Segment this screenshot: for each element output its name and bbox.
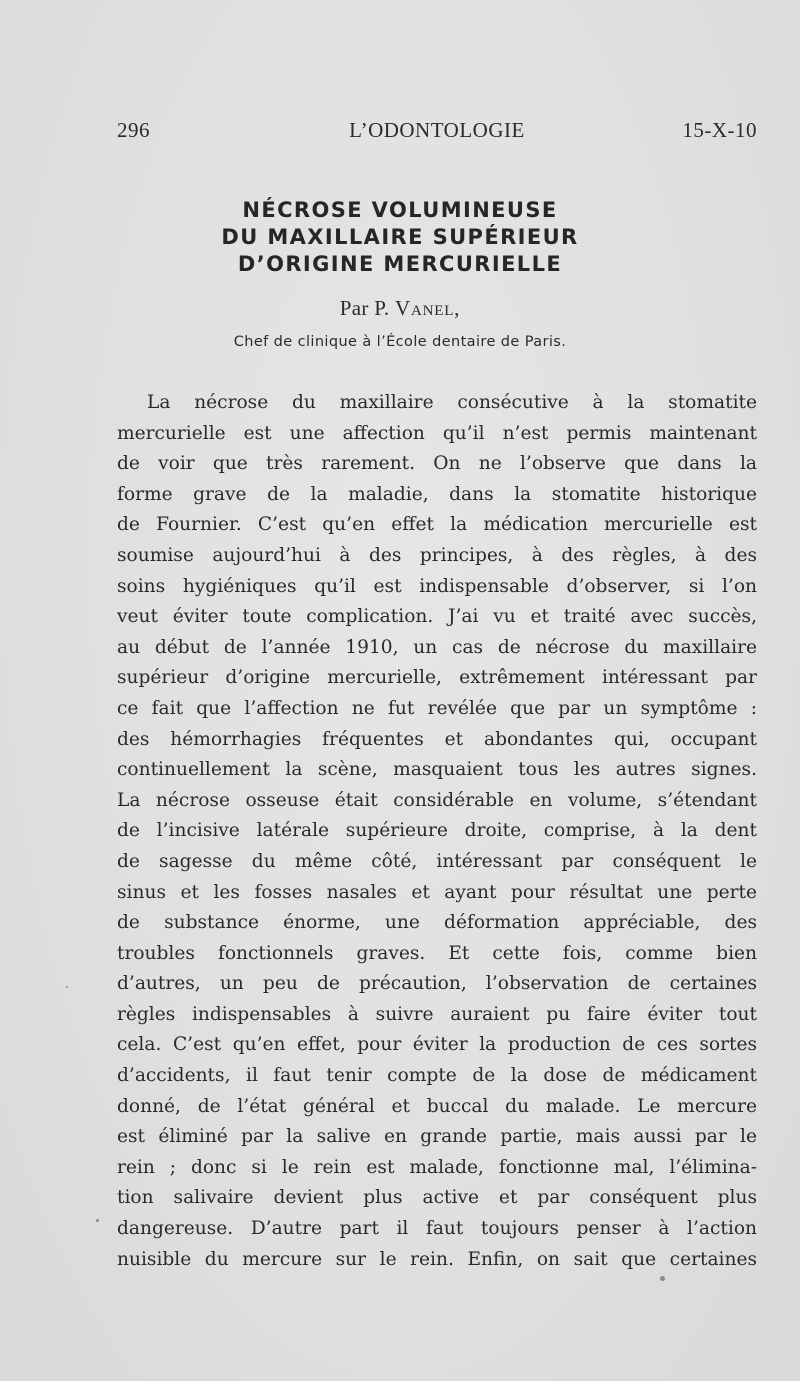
issue-date: 15-X-10: [682, 118, 757, 142]
author-affiliation: Chef de clinique à l’École dentaire de Paris.: [233, 334, 567, 350]
text-line: tion salivaire devient plus active et par conséquent plus: [117, 1187, 757, 1209]
title-line: DU MAXILLAIRE SUPÉRIEUR: [221, 225, 579, 249]
text-line: de voir que très rarement. On ne l’observe que dans la: [117, 453, 757, 475]
ink-speck: [66, 986, 68, 988]
text-line: La nécrose du maxillaire consécutive à la stomatite: [147, 392, 757, 413]
text-line: nuisible du mercure sur le rein. Enfin, on sait que certaines: [117, 1248, 757, 1270]
text-line: continuellement la scène, masquaient tous les autres signes.: [117, 759, 757, 781]
text-line: des hémorrhagies fréquentes et abondantes qui, occupant: [117, 728, 757, 750]
text-line: mercurielle est une affection qu’il n’est permis maintenant: [117, 422, 757, 444]
ink-speck: [96, 1219, 99, 1222]
ink-speck: [660, 1276, 665, 1281]
text-line: ce fait que l’affection ne fut revélée que par un symptôme :: [117, 697, 757, 719]
running-head: [117, 118, 757, 148]
byline-prefix: Par P.: [339, 296, 390, 320]
text-line: sinus et les fosses nasales et ayant pour résultat une perte: [117, 881, 757, 903]
text-line: de sagesse du même côté, intéressant par conséquent le: [117, 850, 757, 872]
title-line: D’ORIGINE MERCURIELLE: [237, 252, 563, 276]
page-number: 296: [117, 118, 150, 142]
text-line: de l’incisive latérale supérieure droite, comprise, à la dent: [117, 820, 757, 842]
article-title: [0, 197, 800, 278]
text-line: rein ; donc si le rein est malade, fonctionne mal, l’élimina-: [117, 1156, 757, 1178]
text-line: règles indispensables à suivre auraient pu faire éviter tout: [117, 1003, 757, 1025]
text-line: La nécrose osseuse était considérable en volume, s’étendant: [117, 789, 757, 811]
text-line: soumise aujourd’hui à des principes, à des règles, à des: [117, 544, 757, 566]
text-line: troubles fonctionnels graves. Et cette fois, comme bien: [117, 942, 757, 964]
title-line: NÉCROSE VOLUMINEUSE: [242, 198, 558, 222]
article-body: [117, 388, 757, 1275]
author-byline: [0, 296, 800, 321]
author-name: Vanel,: [395, 296, 461, 320]
text-line: d’accidents, il faut tenir compte de la dose de médicament: [117, 1065, 757, 1087]
journal-title: L’ODONTOLOGIE: [349, 118, 525, 142]
text-line: de substance énorme, une déformation appréciable, des: [117, 912, 757, 934]
text-line: forme grave de la maladie, dans la stomatite historique: [117, 483, 757, 505]
text-line: dangereuse. D’autre part il faut toujours penser à l’action: [117, 1218, 757, 1240]
text-line: veut éviter toute complication. J’ai vu et traité avec succès,: [117, 606, 757, 628]
text-line: de Fournier. C’est qu’en effet la médication mercurielle est: [117, 514, 757, 536]
text-line: au début de l’année 1910, un cas de nécrose du maxillaire: [117, 636, 757, 658]
text-line: est éliminé par la salive en grande partie, mais aussi par le: [117, 1126, 757, 1148]
text-line: soins hygiéniques qu’il est indispensable d’observer, si l’on: [117, 575, 757, 597]
text-line: donné, de l’état général et buccal du malade. Le mercure: [117, 1095, 757, 1117]
text-line: d’autres, un peu de précaution, l’observation de certaines: [117, 973, 757, 995]
text-line: cela. C’est qu’en effet, pour éviter la production de ces sortes: [117, 1034, 757, 1056]
text-line: supérieur d’origine mercurielle, extrêmement intéressant par: [117, 667, 757, 689]
